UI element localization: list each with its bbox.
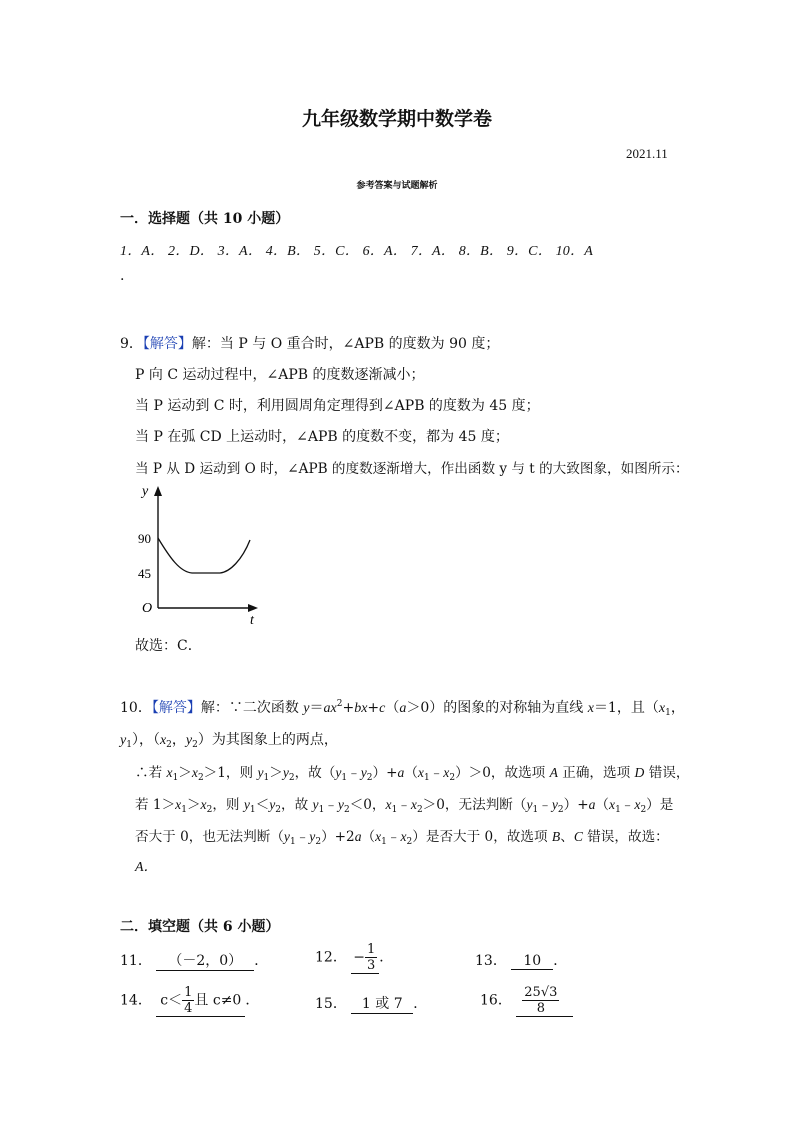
y-axis-label: y: [142, 484, 149, 499]
q11-number: 11．: [120, 953, 152, 969]
q14-answer-row: 14． c＜ $\frac{1}{4}$ 且 c≠0．: [120, 985, 260, 1016]
q16-denominator: 8: [536, 1001, 545, 1016]
q9-number: 9．: [120, 336, 143, 352]
q16-blank: [516, 985, 573, 1017]
page-subtitle: 参考答案与试题解析: [356, 181, 438, 191]
q11-answer: （－2，0）: [156, 950, 254, 971]
x-axis-label: t: [250, 613, 254, 628]
q9-answer-tag: 【解答】: [142, 336, 192, 352]
y-axis-arrow: [154, 486, 162, 496]
q9-line3: 当 P 运动到 C 时，利用圆周角定理得到∠APB 的度数为 45 度；: [135, 398, 540, 414]
q12-numerator: 1: [367, 942, 376, 957]
q9-line4: 当 P 在弧 CD 上运动时，∠APB 的度数不变，都为 45 度；: [135, 429, 509, 445]
origin-label: O: [142, 601, 153, 616]
q16-numerator: 25√3: [524, 985, 558, 1000]
q9-line1: 解：当 P 与 O 重合时，∠APB 的度数为 90 度；: [191, 336, 500, 352]
section-heading-fill: 二．填空题（共 6 小题）: [120, 919, 280, 935]
q13-answer: 10: [511, 953, 553, 970]
q14-fraction: $\frac{1}{4}$: [184, 985, 193, 1016]
section-heading-choice: 一．选择题（共 10 小题）: [120, 211, 290, 227]
q9-function-graph: [130, 480, 270, 630]
choice-answers: 1．A． 2．D． 3．A． 4．B． 5．C． 6．A． 7．A． 8．B． 9．C． 10．A: [120, 244, 593, 259]
q10-line2: $y_1$），（$x_2$，$y_2$）为其图象上的两点，: [120, 732, 338, 750]
q15-number: 15．: [315, 996, 347, 1012]
q9-first-line: [120, 333, 499, 353]
q10-line4: 若 $1>x_1>x_2$，则 $y_1<y_2$，故 $y_1﹣y_2<0$，$x_1﹣x_2>0$，无法判断$(y_1﹣y_2)+a(x_1﹣x_2)$是: [135, 797, 674, 815]
graph-curve: [158, 538, 250, 573]
q10-line1: 10．【解答】解：∵二次函数 $y=ax^2+bx+c(a>0)$的图象的对称轴为直线 x＝1，且（$x_1$，: [120, 699, 685, 718]
q10-line5: 否大于 0，也无法判断$(y_1﹣y_2)+2a(x_1﹣x_2)$是否大于 0，故选项 B、C 错误，故选：: [135, 829, 669, 847]
choice-answers-tail: .: [120, 268, 125, 284]
q14-number: 14．: [120, 992, 152, 1009]
q15-answer-row: 15． 1 或 7 ．: [315, 993, 427, 1014]
q13-answer-row: 13． 10 ．: [475, 953, 568, 969]
q12-fraction: [365, 942, 377, 973]
page-title: 九年级数学期中数学卷: [301, 108, 492, 130]
q15-answer: 1 或 7: [351, 993, 413, 1014]
q16-fraction: [522, 985, 559, 1016]
tick-90: 90: [138, 531, 151, 546]
q11-answer-row: 11． （－2，0） ．: [120, 950, 268, 971]
q10-conclusion: A．: [135, 860, 158, 875]
q16-number: 16．: [480, 992, 512, 1009]
q10-number: 10．: [120, 700, 152, 716]
q13-number: 13．: [475, 953, 507, 969]
exam-date: 2021.11: [626, 146, 668, 161]
q12-denominator: 3: [367, 958, 376, 973]
x-axis-arrow: [248, 604, 258, 612]
q9-line5: 当 P 从 D 运动到 O 时，∠APB 的度数逐渐增大，作出函数 y 与 t 的大致图象，如图所示：: [135, 461, 689, 477]
q12-blank: − $\frac{1}{3}$: [351, 942, 379, 974]
tick-45: 45: [138, 566, 151, 581]
q12-answer-row: 12． − $\frac{1}{3}$ ．: [315, 942, 394, 973]
q10-line3: ∴若 $x_1>x_2>1$，则 $y_1>y_2$，故$(y_1﹣y_2)+a(x_1﹣x_2)>0$，故选项 A 正确，选项 D 错误，: [135, 765, 690, 783]
q9-line2: P 向 C 运动过程中，∠APB 的度数逐渐减小；: [135, 367, 425, 383]
q9-conclusion: 故选：C．: [135, 638, 202, 654]
q10-answer-tag: 【解答】: [151, 700, 201, 716]
q12-number: 12．: [315, 949, 347, 966]
q16-answer-row: [480, 985, 573, 1017]
q14-answer: c＜ $\frac{1}{4}$ 且 c≠0: [156, 985, 245, 1017]
